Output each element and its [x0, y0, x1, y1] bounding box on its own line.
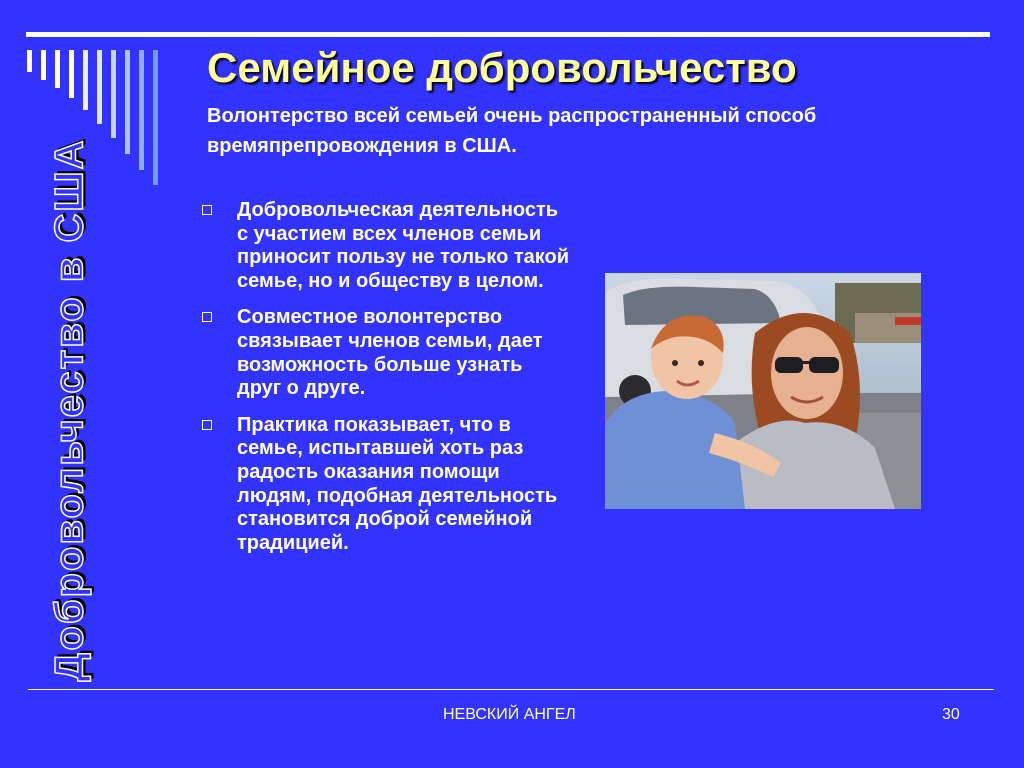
- vertical-section-title: Добровольчество в США: [47, 138, 92, 682]
- stripe: [69, 50, 74, 98]
- top-divider: [26, 32, 990, 37]
- footer-text: НЕВСКИЙ АНГЕЛ: [443, 706, 576, 723]
- bullet-item: [200, 414, 570, 556]
- bullet-text: Практика показывает, что в семье, испытавшей хоть раз радость оказания помощи людям, подобная деятельность становится доброй семейной традицией.: [237, 413, 558, 554]
- square-bullet-icon: [202, 420, 212, 430]
- slide-title: Семейное добровольчество: [207, 44, 797, 91]
- stripe: [153, 50, 158, 185]
- family-photo: [605, 273, 921, 509]
- stripe: [111, 50, 116, 138]
- bullet-list: [200, 199, 570, 568]
- bullet-item: [200, 199, 570, 293]
- stripe: [125, 50, 130, 154]
- stripe: [27, 50, 32, 72]
- stripe: [139, 50, 144, 170]
- bottom-divider: [28, 689, 994, 690]
- square-bullet-icon: [202, 205, 212, 215]
- stripe: [55, 50, 60, 88]
- photo-mother-child-icon: [605, 273, 921, 509]
- stripe: [83, 50, 88, 110]
- page-number: 30: [942, 706, 960, 723]
- square-bullet-icon: [202, 312, 212, 322]
- stripe: [97, 50, 102, 124]
- slide-subtitle: Волонтерство всей семьей очень распространенный способ времяпрепровождения в США.: [207, 105, 817, 157]
- bullet-item: [200, 306, 570, 400]
- stripe: [41, 50, 46, 80]
- bullet-text: Добровольческая деятельность с участием всех членов семьи приносит пользу не только такой семье, но и обществу в целом.: [237, 199, 570, 292]
- bullet-text: Совместное волонтерство связывает членов семьи, дает возможность больше узнать друг о друге.: [237, 306, 543, 400]
